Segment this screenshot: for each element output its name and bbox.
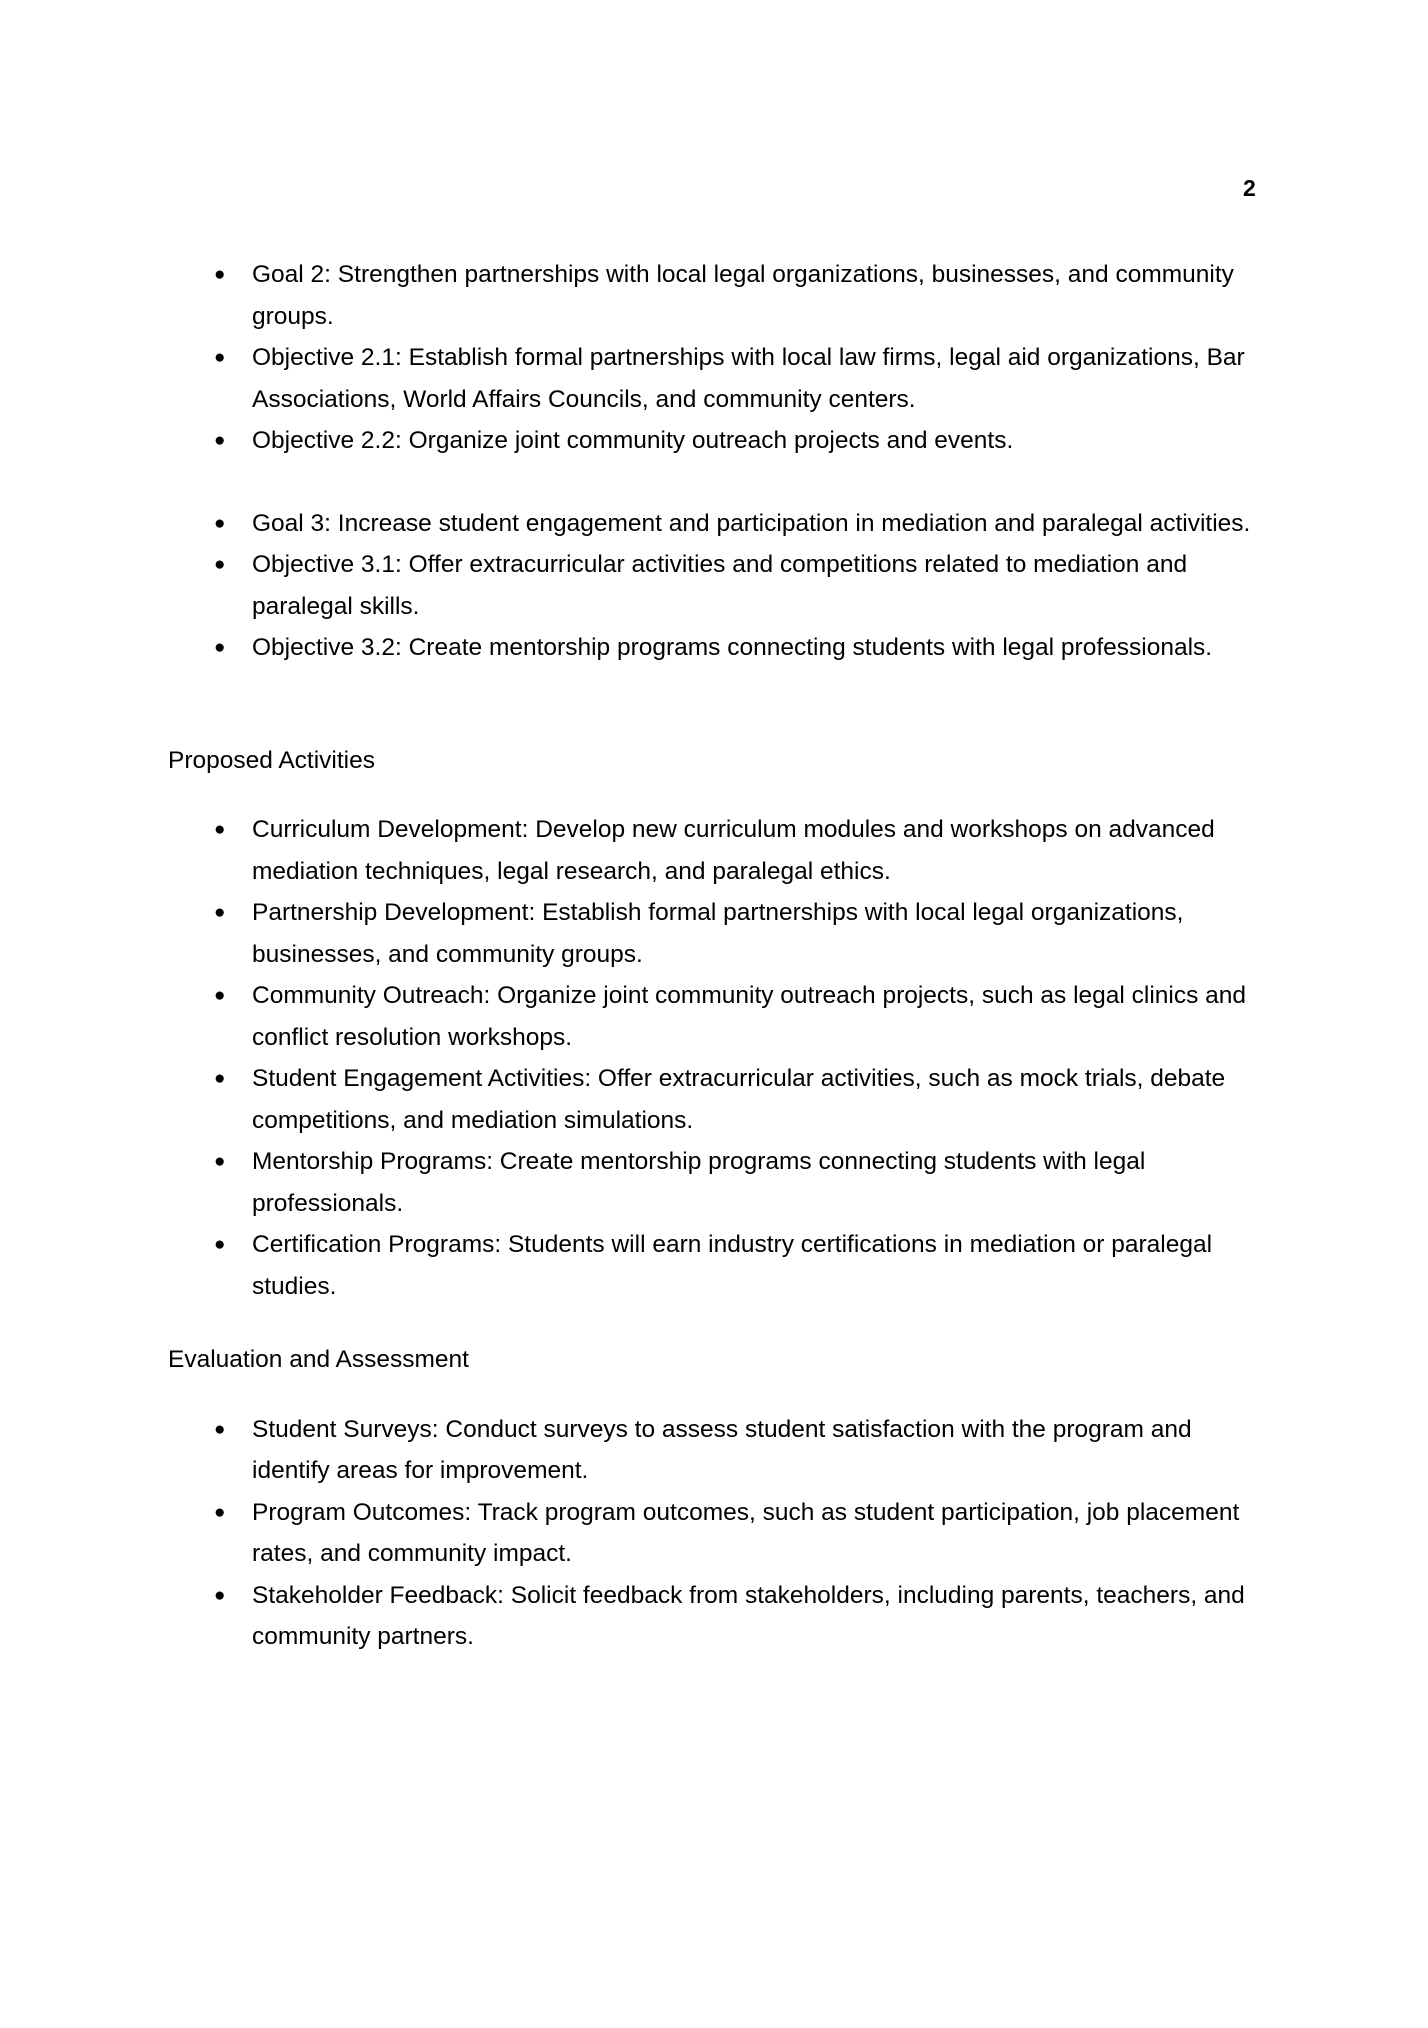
list-item (168, 1058, 1268, 1141)
goal-2-list (168, 254, 1268, 462)
list-item (168, 420, 1268, 462)
proposed-activities-heading: Proposed Activities (168, 746, 375, 774)
list-item (168, 503, 1268, 545)
bullet-icon: ● (214, 1068, 226, 1089)
list-item (168, 337, 1268, 420)
bullet-icon: ● (214, 985, 226, 1006)
list-item (168, 1575, 1268, 1658)
bullet-icon: ● (214, 1234, 226, 1255)
list-item-text: Stakeholder Feedback: Solicit feedback from stakeholders, including parents, teachers, and community partners. (252, 1581, 1245, 1650)
list-item (168, 1141, 1268, 1224)
bullet-icon: ● (214, 902, 226, 923)
bullet-icon: ● (214, 554, 226, 575)
bullet-icon: ● (214, 1501, 226, 1523)
list-item-text: Goal 3: Increase student engagement and participation in mediation and paralegal activities. (252, 509, 1251, 537)
list-item-text: Certification Programs: Students will earn industry certifications in mediation or paralegal studies. (252, 1231, 1213, 1300)
document-body (168, 254, 1268, 1658)
list-item-text: Curriculum Development: Develop new curriculum modules and workshops on advanced mediation techniques, legal research, and paralegal ethics. (252, 816, 1215, 885)
list-item-text: Objective 3.1: Offer extracurricular activities and competitions related to mediation and paralegal skills. (252, 551, 1188, 620)
list-item-text: Goal 2: Strengthen partnerships with local legal organizations, businesses, and community groups. (252, 261, 1234, 330)
bullet-icon: ● (214, 264, 226, 285)
proposed-activities-list (168, 809, 1268, 1307)
list-item-text: Student Engagement Activities: Offer extracurricular activities, such as mock trials, debate competitions, and mediation simulations. (252, 1065, 1226, 1134)
bullet-icon: ● (214, 637, 226, 658)
bullet-icon: ● (214, 1418, 226, 1440)
list-item-text: Mentorship Programs: Create mentorship programs connecting students with legal professionals. (252, 1148, 1146, 1217)
bullet-icon: ● (214, 1151, 226, 1172)
list-item-text: Community Outreach: Organize joint community outreach projects, such as legal clinics and conflict resolution workshops. (252, 982, 1247, 1051)
list-item-text: Student Surveys: Conduct surveys to assess student satisfaction with the program and identify areas for improvement. (252, 1415, 1192, 1484)
bullet-icon: ● (214, 1584, 226, 1606)
list-item (168, 809, 1268, 892)
evaluation-heading: Evaluation and Assessment (168, 1346, 469, 1373)
bullet-icon: ● (214, 347, 226, 368)
list-item-text: Program Outcomes: Track program outcomes, such as student participation, job placement rates, and community impact. (252, 1498, 1240, 1567)
list-item (168, 254, 1268, 337)
list-item (168, 975, 1268, 1058)
evaluation-list (168, 1409, 1268, 1658)
list-item (168, 892, 1268, 975)
bullet-icon: ● (214, 430, 226, 451)
list-item (168, 1224, 1268, 1307)
list-item-text: Objective 2.1: Establish formal partnerships with local law firms, legal aid organizations, Bar Associations, World Affairs Councils, and community centers. (252, 344, 1245, 413)
list-item-text: Objective 2.2: Organize joint community outreach projects and events. (252, 427, 1014, 454)
list-item-text: Partnership Development: Establish formal partnerships with local legal organizations, businesses, and community groups. (252, 899, 1184, 968)
list-item (168, 544, 1268, 627)
bullet-icon: ● (214, 819, 226, 840)
list-item (168, 627, 1268, 669)
list-item (168, 1409, 1268, 1492)
page-number: 2 (1243, 175, 1256, 201)
list-item-text: Objective 3.2: Create mentorship programs connecting students with legal professionals. (252, 634, 1213, 661)
bullet-icon: ● (214, 512, 226, 534)
list-item (168, 1492, 1268, 1575)
goal-3-list (168, 503, 1268, 669)
